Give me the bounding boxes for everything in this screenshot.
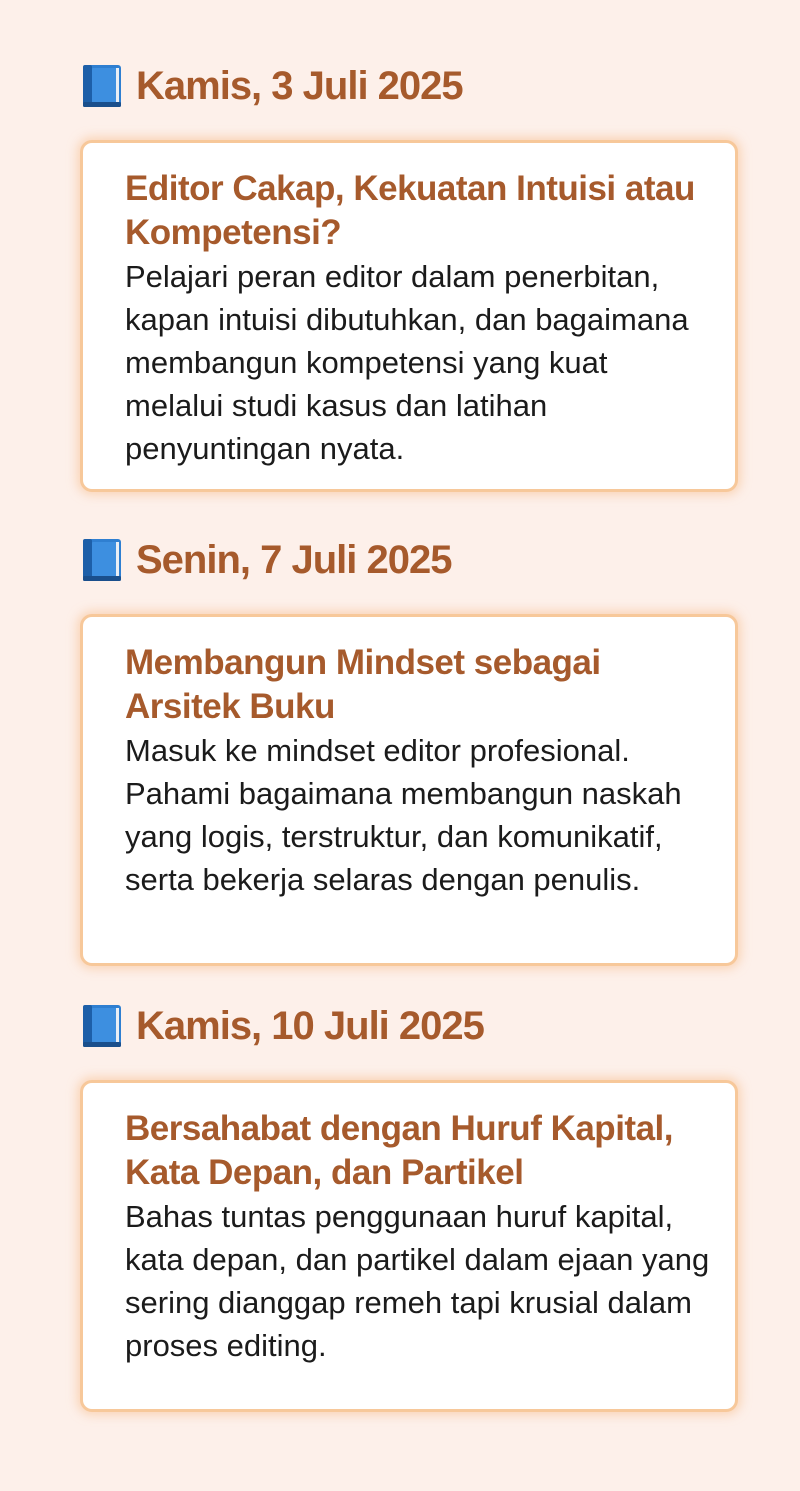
session-date: Senin, 7 Juli 2025 bbox=[136, 538, 452, 582]
session-title: Bersahabat dengan Huruf Kapital, Kata Depan, dan Partikel bbox=[125, 1109, 673, 1192]
session-card bbox=[80, 1080, 738, 1412]
session-title: Editor Cakap, Kekuatan Intuisi atau Kompetensi? bbox=[125, 169, 695, 252]
blue-book-icon bbox=[80, 536, 124, 584]
session-date-row bbox=[80, 996, 484, 1056]
blue-book-icon bbox=[80, 62, 124, 110]
blue-book-icon bbox=[80, 1002, 124, 1050]
session-title: Membangun Mindset sebagai Arsitek Buku bbox=[125, 643, 601, 726]
session-date-row bbox=[80, 56, 463, 116]
session-card bbox=[80, 614, 738, 966]
session-card bbox=[80, 140, 738, 492]
session-date: Kamis, 3 Juli 2025 bbox=[136, 64, 463, 108]
session-date-row bbox=[80, 530, 452, 590]
session-date: Kamis, 10 Juli 2025 bbox=[136, 1004, 484, 1048]
session-description: Masuk ke mindset editor profesional. Pahami bagaimana membangun naskah yang logis, terstruktur, dan komunikatif, serta bekerja selaras dengan penulis. bbox=[125, 733, 682, 897]
session-description: Pelajari peran editor dalam penerbitan, kapan intuisi dibutuhkan, dan bagaimana membangun kompetensi yang kuat melalui studi kasus dan latihan penyuntingan nyata. bbox=[125, 259, 689, 466]
session-description: Bahas tuntas penggunaan huruf kapital, kata depan, dan partikel dalam ejaan yang sering dianggap remeh tapi krusial dalam proses editing. bbox=[125, 1199, 710, 1363]
